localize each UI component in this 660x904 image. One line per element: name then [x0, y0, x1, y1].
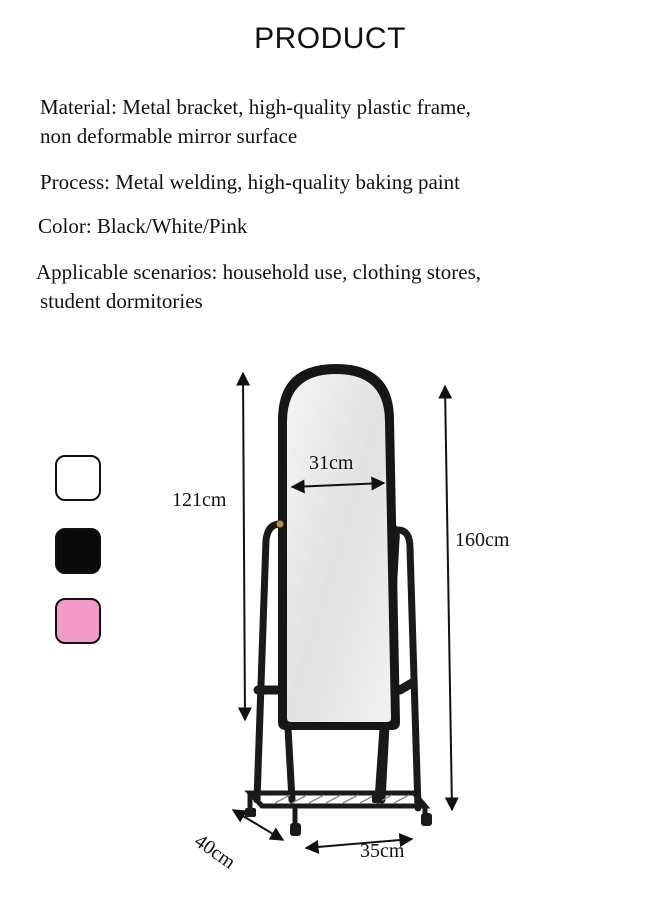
scenarios-line-2: student dormitories — [40, 289, 203, 313]
material-line-2: non deformable mirror surface — [40, 124, 298, 148]
scenarios-line-1: Applicable scenarios: household use, clothing stores, — [36, 260, 481, 284]
depth-label: 40cm — [190, 830, 240, 874]
mirror-height-label: 121cm — [172, 489, 227, 511]
page-title: PRODUCT — [254, 22, 406, 55]
color-text: Color: Black/White/Pink — [38, 214, 248, 238]
process-text: Process: Metal welding, high-quality baking paint — [40, 170, 460, 194]
mirror-width-label: 31cm — [309, 452, 354, 474]
base-width-label: 35cm — [360, 840, 405, 862]
stand-right-leg — [398, 530, 418, 808]
total-height-label: 160cm — [455, 529, 510, 551]
base-shelf — [245, 793, 432, 836]
mirror-panel — [277, 364, 401, 730]
material-line-1: Material: Metal bracket, high-quality plastic frame, — [40, 95, 471, 119]
